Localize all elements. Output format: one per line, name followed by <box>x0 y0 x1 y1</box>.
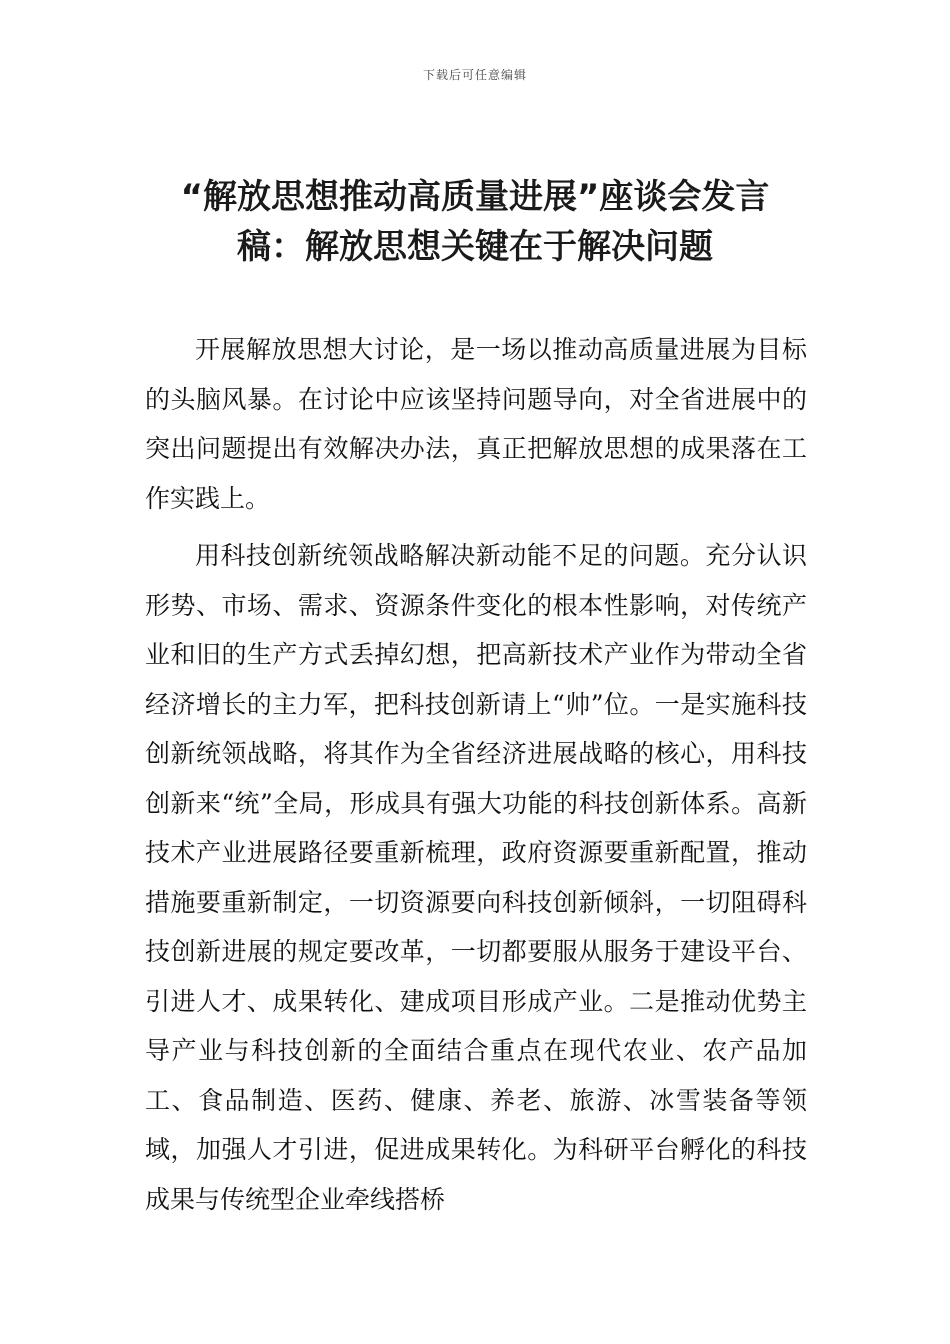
document-title <box>100 172 850 272</box>
document-title-line-2: 稿：解放思想关键在于解决问题 <box>237 227 713 267</box>
document-body <box>145 325 807 1224</box>
body-paragraph-2: 用科技创新统领战略解决新动能不足的问题。充分认识形势、市场、需求、资源条件变化的根本性影响，对传统产业和旧的生产方式丢掉幻想，把高新技术产业作为带动全省经济增长的主力军，把科技创新请上“帅”位。一是实施科技创新统领战略，将其作为全省经济进展战略的核心，用科技创新来“统”全局，形成具有强大功能的科技创新体系。高新技术产业进展路径要重新梳理，政府资源要重新配置，推动措施要重新制定，一切资源要向科技创新倾斜，一切阻碍科技创新进展的规定要改革，一切都要服从服务于建设平台、引进人才、成果转化、建成项目形成产业。二是推动优势主导产业与科技创新的全面结合重点在现代农业、农产品加工、食品制造、医药、健康、养老、旅游、冰雪装备等领域，加强人才引进，促进成果转化。为科研平台孵化的科技成果与传统型企业牵线搭桥 <box>145 541 807 1214</box>
body-paragraph-1: 开展解放思想大讨论，是一场以推动高质量进展为目标的头脑风暴。在讨论中应该坚持问题导向，对全省进展中的突出问题提出有效解决办法，真正把解放思想的成果落在工作实践上。 <box>145 335 807 513</box>
document-title-line-1: “解放思想推动高质量进展”座谈会发言 <box>180 177 770 217</box>
page-header-note: 下载后可任意编辑 <box>422 68 527 82</box>
